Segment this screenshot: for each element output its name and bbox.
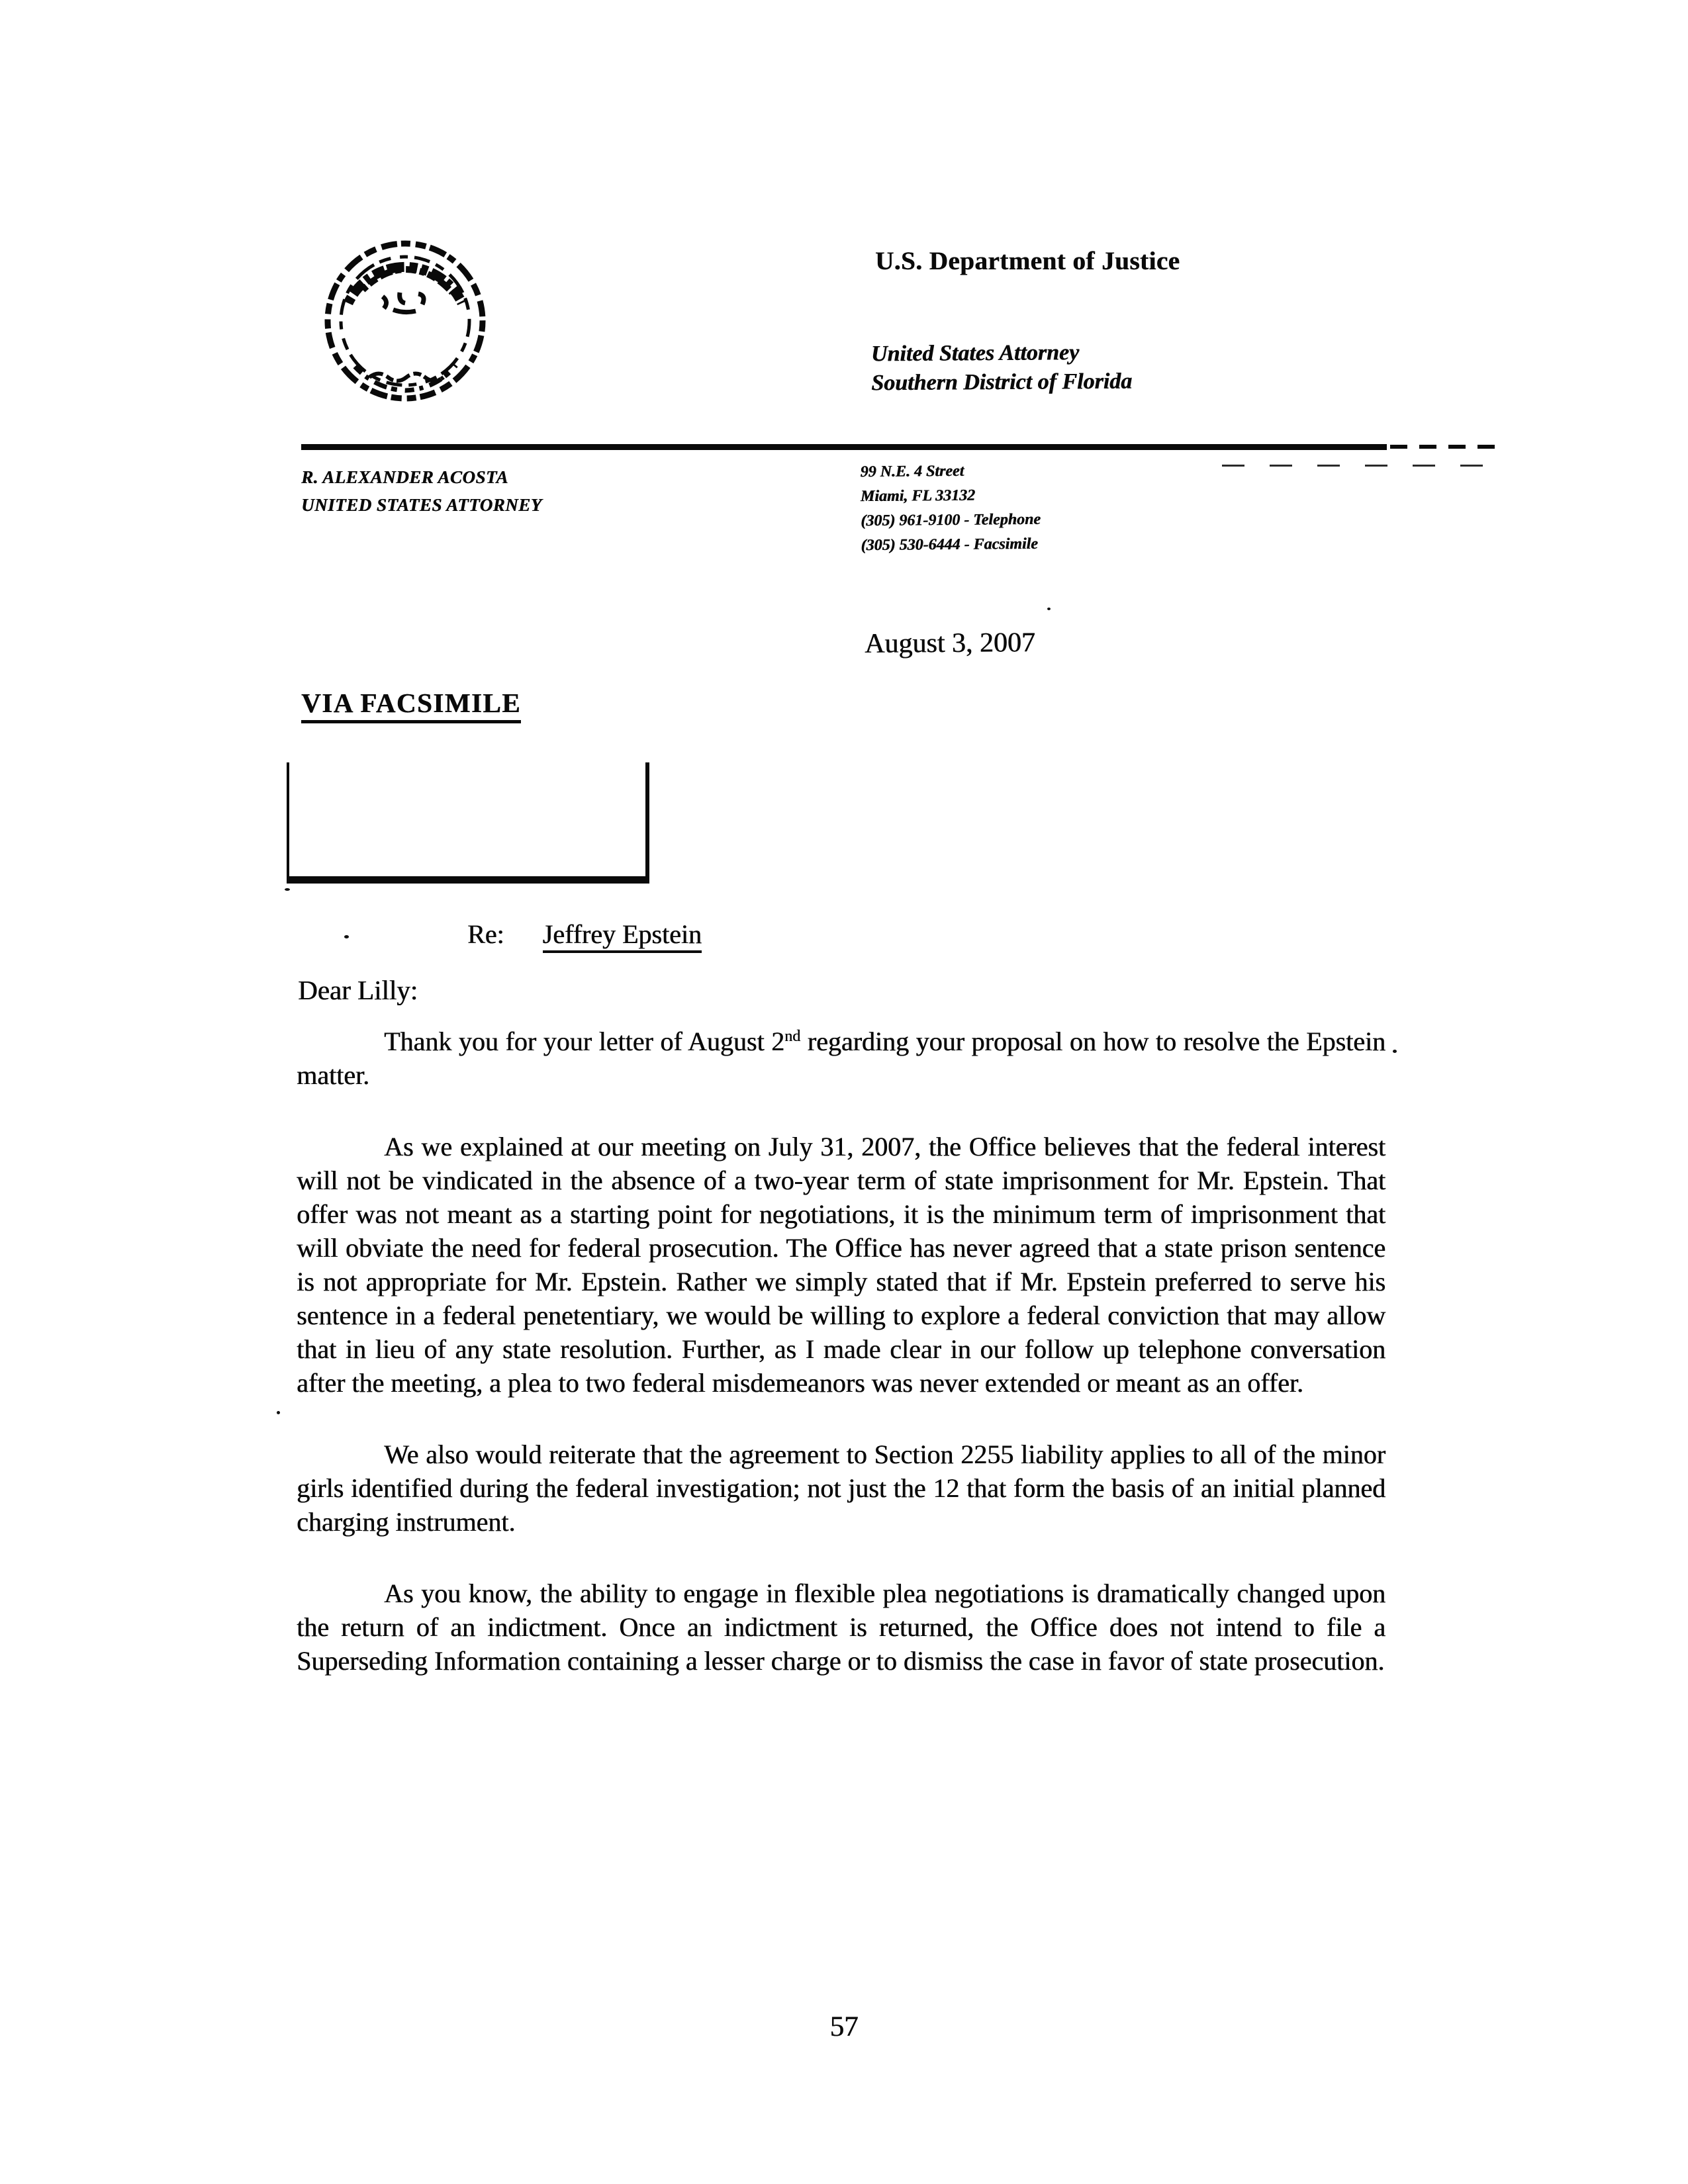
letter-date: August 3, 2007 — [864, 627, 1036, 659]
delivery-method: VIA FACSIMILE — [301, 687, 521, 723]
page-number: 57 — [829, 2011, 859, 2042]
letter-body — [297, 1024, 1385, 1715]
letterhead-rule-dashes — [1390, 445, 1501, 449]
scan-noise-speck — [1393, 1050, 1397, 1053]
paragraph-1 — [297, 1024, 1385, 1092]
signatory-name: R. ALEXANDER ACOSTA — [301, 467, 508, 487]
paragraph-1-text-cont: regarding your proposal on how to resolve the Epstein matter. — [297, 1026, 1385, 1090]
paragraph-3: We also would reiterate that the agreement to Section 2255 liability applies to all of the minor girls identified during the federal investigation; not just the 12 that form the basis of an initial planned charging instrument. — [297, 1439, 1385, 1537]
redacted-recipient-box — [287, 762, 649, 884]
re-label: Re: — [467, 919, 504, 949]
paragraph-1-text: Thank you for your letter of August 2 — [384, 1026, 785, 1056]
paragraph-1-ordinal: nd — [784, 1028, 801, 1045]
department-title: U.S. Department of Justice — [875, 247, 1180, 275]
re-subject: Jeffrey Epstein — [543, 919, 702, 953]
signatory-block — [301, 463, 542, 519]
address-city: Miami, FL 33132 — [860, 486, 976, 506]
address-street: 99 N.E. 4 Street — [860, 462, 964, 481]
scan-noise-speck — [277, 1411, 280, 1414]
paragraph-2: As we explained at our meeting on July 31, 2007, the Office believes that the federal interest will not be vindicated in the absence of a two-year term of state imprisonment for Mr. Epstein. That offer was not meant as a starting point for negotiations, it is the minimum term of imprisonment that will obviate the need for federal prosecution. The Office has never agreed that a state prison sentence is not appropriate for Mr. Epstein. Rather we simply stated that if Mr. Epstein preferred to serve his sentence in a federal penetentiary, we would be willing to explore a federal conviction that may allow that in lieu of any state resolution. Further, as I made clear in our follow up telephone conversation after the meeting, a plea to two federal misdemeanors was never extended or meant as an offer. — [297, 1132, 1385, 1398]
letterhead-rule — [301, 444, 1387, 450]
doj-seal-icon — [322, 236, 489, 404]
office-address-block — [860, 459, 1041, 558]
letterhead-rule-dashes-faint — [1222, 465, 1500, 467]
scan-noise-speck — [344, 935, 349, 938]
re-line — [467, 919, 702, 950]
scan-noise-speck — [285, 888, 290, 891]
scan-noise-speck — [1047, 608, 1051, 610]
address-facsimile: (305) 530-6444 - Facsimile — [861, 535, 1038, 555]
salutation: Dear Lilly: — [298, 975, 418, 1005]
address-telephone: (305) 961-9100 - Telephone — [861, 510, 1041, 530]
paragraph-4: As you know, the ability to engage in flexible plea negotiations is dramatically changed upon the return of an indictment. Once an indictment is returned, the Office does not intend to file a Superseding Information containing a lesser charge or to dismiss the case in favor of state prosecution. — [297, 1578, 1385, 1676]
office-block — [871, 338, 1133, 398]
district-line: Southern District of Florida — [871, 369, 1133, 396]
signatory-title: UNITED STATES ATTORNEY — [301, 495, 542, 515]
office-line: United States Attorney — [870, 340, 1080, 367]
